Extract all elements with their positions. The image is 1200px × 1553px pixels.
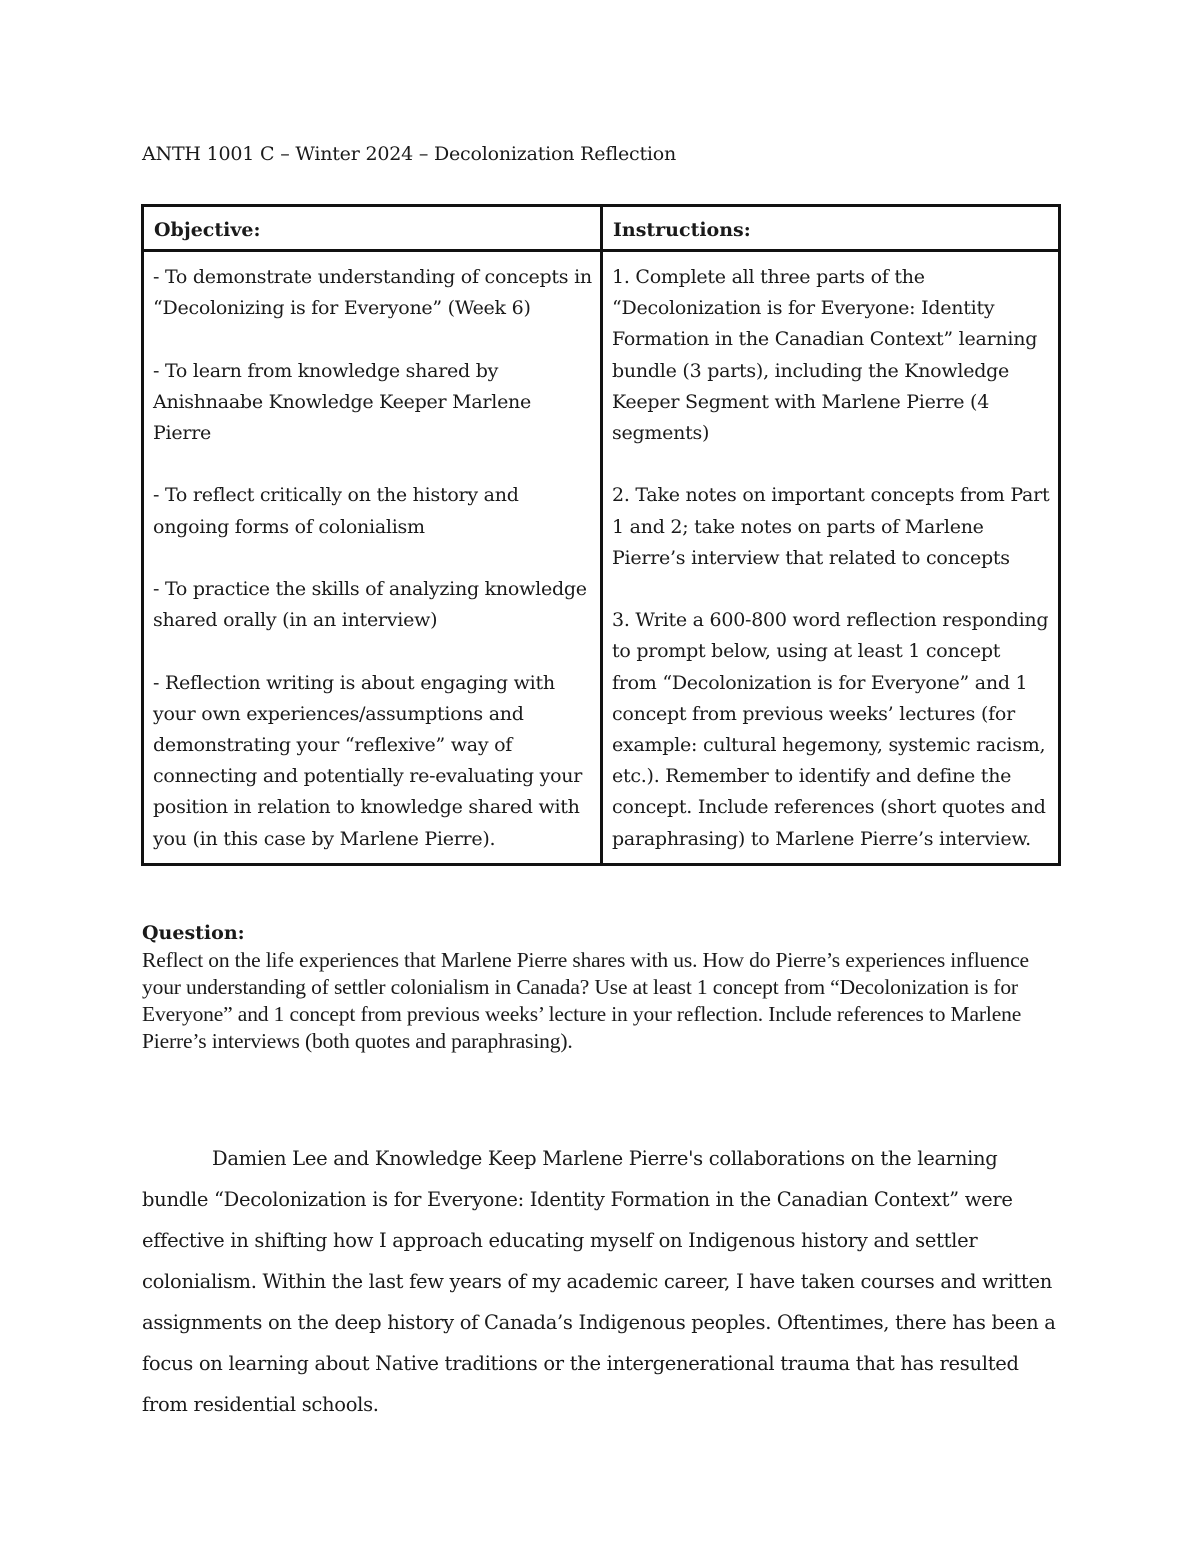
instruction-item: 3. Write a 600-800 word reflection responding to prompt below, using at least 1 concept from “Decolonization is for Everyone” and 1 concept from previous weeks’ lectures (for example: cultural hegemony, systemic racism, etc.). Remember to identify and define the concept. Include references (short quotes and paraphrasing) to Marlene Pierre’s interview. — [612, 609, 1049, 850]
objective-item: - To reflect critically on the history and ongoing forms of colonialism — [153, 484, 519, 538]
table-body-row — [143, 251, 1060, 865]
question-text: Reflect on the life experiences that Marlene Pierre shares with us. How do Pierre’s experiences influence your understanding of settler colonialism in Canada? Use at least 1 concept from “Decolonization is for Everyone” and 1 concept from previous weeks’ lecture in your reflection. Include references to Marlene Pierre’s interviews (both quotes and paraphrasing). — [142, 948, 1029, 1053]
question-block — [142, 920, 1062, 1055]
objective-item: - To learn from knowledge shared by Anishnaabe Knowledge Keeper Marlene Pierre — [153, 359, 532, 444]
objective-item: - Reflection writing is about engaging with your own experiences/assumptions and demonstrating your “reflexive” way of connecting and potentially re-evaluating your position in relation to knowledge shared with you (in this case by Marlene Pierre). — [153, 671, 583, 850]
objective-heading: Objective: — [143, 206, 602, 251]
instructions-cell — [602, 251, 1060, 865]
objective-item: - To practice the skills of analyzing knowledge shared orally (in an interview) — [153, 577, 587, 632]
instruction-item: 2. Take notes on important concepts from Part 1 and 2; take notes on parts of Marlene Pierre’s interview that related to concepts — [612, 484, 1050, 569]
page-title: ANTH 1001 C – Winter 2024 – Decolonization Reflection — [142, 143, 677, 165]
question-label: Question: — [142, 922, 245, 944]
objective-item: - To demonstrate understanding of concepts in “Decolonizing is for Everyone” (Week 6) — [153, 266, 592, 320]
instruction-item: 1. Complete all three parts of the “Decolonization is for Everyone: Identity Formation in the Canadian Context” learning bundle (3 parts), including the Knowledge Keeper Segment with Marlene Pierre (4 segments) — [612, 266, 1038, 445]
objectives-cell — [143, 251, 602, 865]
assignment-table — [141, 204, 1061, 866]
table-header-row — [143, 206, 1060, 251]
essay-paragraph: Damien Lee and Knowledge Keep Marlene Pierre's collaborations on the learning bundle “Decolonization is for Everyone: Identity Formation in the Canadian Context” were effective in shifting how I approach educating myself on Indigenous history and settler colonialism. Within the last few years of my academic career, I have taken courses and written assignments on the deep history of Canada’s Indigenous peoples. Oftentimes, there has been a focus on learning about Native traditions or the intergenerational trauma that has resulted from residential schools. — [142, 1147, 1056, 1416]
instructions-heading: Instructions: — [602, 206, 1060, 251]
